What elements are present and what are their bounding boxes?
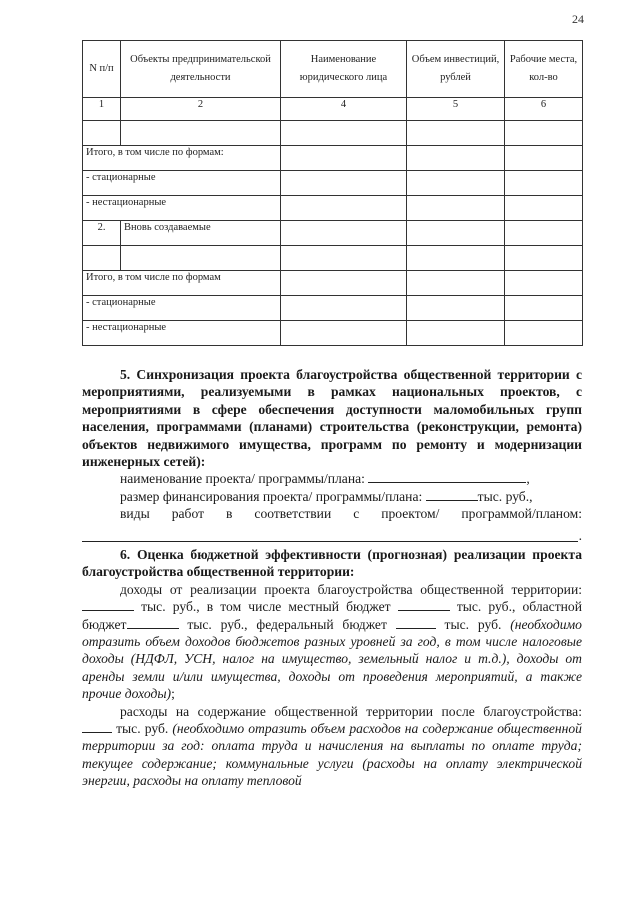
regional-budget-blank[interactable] bbox=[127, 616, 179, 629]
empty-cell[interactable] bbox=[281, 221, 407, 246]
objects-table bbox=[82, 40, 583, 346]
empty-cell[interactable] bbox=[505, 246, 583, 271]
expenses-text: тыс. руб. bbox=[116, 721, 169, 737]
income-paragraph bbox=[82, 581, 582, 703]
financing-label: размер финансирования проекта/ программы/плана: bbox=[120, 488, 423, 504]
expenses-note: (необходимо отразить объем расходов на содержание общественной территории за год: оплата труда и начисления на выплаты по оплате труда; текущее содержание; коммунальные услуги (расходы на оплату электрической энергии, расходы на оплату тепловой bbox=[82, 721, 582, 789]
empty-cell[interactable] bbox=[281, 171, 407, 196]
row-label bbox=[121, 246, 281, 271]
header-cell: Рабочие места, кол-во bbox=[505, 41, 583, 98]
row-label: - нестационарные bbox=[83, 196, 281, 221]
row-number bbox=[83, 121, 121, 146]
expenses-text: расходы на содержание общественной территории после благоустройства: bbox=[120, 703, 582, 719]
punctuation: . bbox=[578, 528, 582, 544]
punctuation: ; bbox=[171, 686, 175, 702]
row-label: - стационарные bbox=[83, 171, 281, 196]
row-number: 2. bbox=[83, 221, 121, 246]
income-note: (необходимо отразить объем доходов бюджетов разных уровней за год, в том числе налоговые доходы (НДФЛ, УСН, налог на имущество, земельный налог и т.д.), доходы от аренды земли и/или имущества, доходы от проведения мероприятий, а также прочие доходы) bbox=[82, 616, 582, 702]
empty-cell[interactable] bbox=[505, 196, 583, 221]
empty-cell[interactable] bbox=[505, 221, 583, 246]
row-label: Итого, в том числе по формам bbox=[83, 271, 281, 296]
column-number: 6 bbox=[505, 98, 583, 121]
empty-cell[interactable] bbox=[407, 171, 505, 196]
table-row bbox=[83, 246, 583, 271]
financing-unit: тыс. руб., bbox=[477, 488, 533, 504]
empty-cell[interactable] bbox=[407, 146, 505, 171]
project-name-label: наименование проекта/ программы/плана: bbox=[120, 471, 365, 487]
empty-cell[interactable] bbox=[407, 321, 505, 346]
empty-cell[interactable] bbox=[505, 121, 583, 146]
local-budget-blank[interactable] bbox=[398, 598, 450, 611]
income-text: тыс. руб. bbox=[444, 616, 502, 632]
empty-cell[interactable] bbox=[281, 146, 407, 171]
empty-cell[interactable] bbox=[505, 321, 583, 346]
expenses-paragraph bbox=[82, 703, 582, 790]
section-5-heading: 5. Синхронизация проекта благоустройства общественной территории с мероприятиями, реализуемыми в рамках национальных проектов, с мероприятиями в сфере обеспечения доступности маломобильных групп населения, программами (планами) строительства (реконструкции, ремонта) объектов недвижимого имущества, программ по ремонту и модернизации инженерных сетей): bbox=[82, 367, 582, 470]
empty-cell[interactable] bbox=[281, 246, 407, 271]
project-name-line bbox=[82, 470, 582, 487]
empty-cell[interactable] bbox=[281, 121, 407, 146]
income-total-blank[interactable] bbox=[82, 598, 134, 611]
work-types-line: виды работ в соответствии с проектом/ программой/планом: bbox=[120, 506, 582, 522]
table-row bbox=[83, 296, 583, 321]
row-label: - нестационарные bbox=[83, 321, 281, 346]
empty-cell[interactable] bbox=[281, 196, 407, 221]
section-6 bbox=[82, 546, 582, 790]
header-cell: Наименование юридического лица bbox=[281, 41, 407, 98]
empty-cell[interactable] bbox=[281, 271, 407, 296]
empty-cell[interactable] bbox=[407, 221, 505, 246]
empty-cell[interactable] bbox=[505, 171, 583, 196]
row-label: Итого, в том числе по формам: bbox=[83, 146, 281, 171]
empty-cell[interactable] bbox=[281, 296, 407, 321]
project-name-blank[interactable] bbox=[368, 470, 526, 483]
empty-cell[interactable] bbox=[281, 321, 407, 346]
income-text: тыс. руб., в том числе местный бюджет bbox=[141, 599, 391, 615]
empty-cell[interactable] bbox=[407, 296, 505, 321]
table-body bbox=[83, 121, 583, 346]
table-row bbox=[83, 321, 583, 346]
empty-cell[interactable] bbox=[505, 146, 583, 171]
work-types-blank[interactable] bbox=[82, 525, 582, 544]
column-number: 2 bbox=[121, 98, 281, 121]
punctuation: , bbox=[526, 471, 530, 487]
table-row bbox=[83, 221, 583, 246]
row-number bbox=[83, 246, 121, 271]
federal-budget-blank[interactable] bbox=[396, 616, 436, 629]
section-5 bbox=[82, 366, 582, 542]
empty-cell[interactable] bbox=[407, 121, 505, 146]
column-number: 4 bbox=[281, 98, 407, 121]
row-label: Вновь создаваемые bbox=[121, 221, 281, 246]
table-row bbox=[83, 196, 583, 221]
header-cell: N п/п bbox=[83, 41, 121, 98]
column-number: 5 bbox=[407, 98, 505, 121]
row-label: - стационарные bbox=[83, 296, 281, 321]
income-text: доходы от реализации проекта благоустройства общественной территории: bbox=[120, 581, 582, 597]
empty-cell[interactable] bbox=[505, 271, 583, 296]
section-6-heading: 6. Оценка бюджетной эффективности (прогнозная) реализации проекта благоустройства общественной территории: bbox=[82, 547, 582, 580]
header-cell: Объем инвестиций, рублей bbox=[407, 41, 505, 98]
empty-cell[interactable] bbox=[407, 196, 505, 221]
column-number-row bbox=[83, 98, 583, 121]
empty-cell[interactable] bbox=[407, 271, 505, 296]
expenses-blank[interactable] bbox=[82, 720, 112, 733]
table-row bbox=[83, 146, 583, 171]
income-text: тыс. руб., федеральный бюджет bbox=[187, 616, 387, 632]
table-row bbox=[83, 271, 583, 296]
income-text: тыс. руб., областной бюджет bbox=[82, 599, 582, 632]
table-row bbox=[83, 171, 583, 196]
page-number: 24 bbox=[572, 12, 584, 26]
column-number: 1 bbox=[83, 98, 121, 121]
row-label bbox=[121, 121, 281, 146]
table-header-row bbox=[83, 41, 583, 98]
financing-line bbox=[82, 488, 582, 505]
empty-cell[interactable] bbox=[407, 246, 505, 271]
empty-cell[interactable] bbox=[505, 296, 583, 321]
financing-blank[interactable] bbox=[426, 488, 478, 501]
header-cell: Объекты предпринимательской деятельности bbox=[121, 41, 281, 98]
table-row bbox=[83, 121, 583, 146]
